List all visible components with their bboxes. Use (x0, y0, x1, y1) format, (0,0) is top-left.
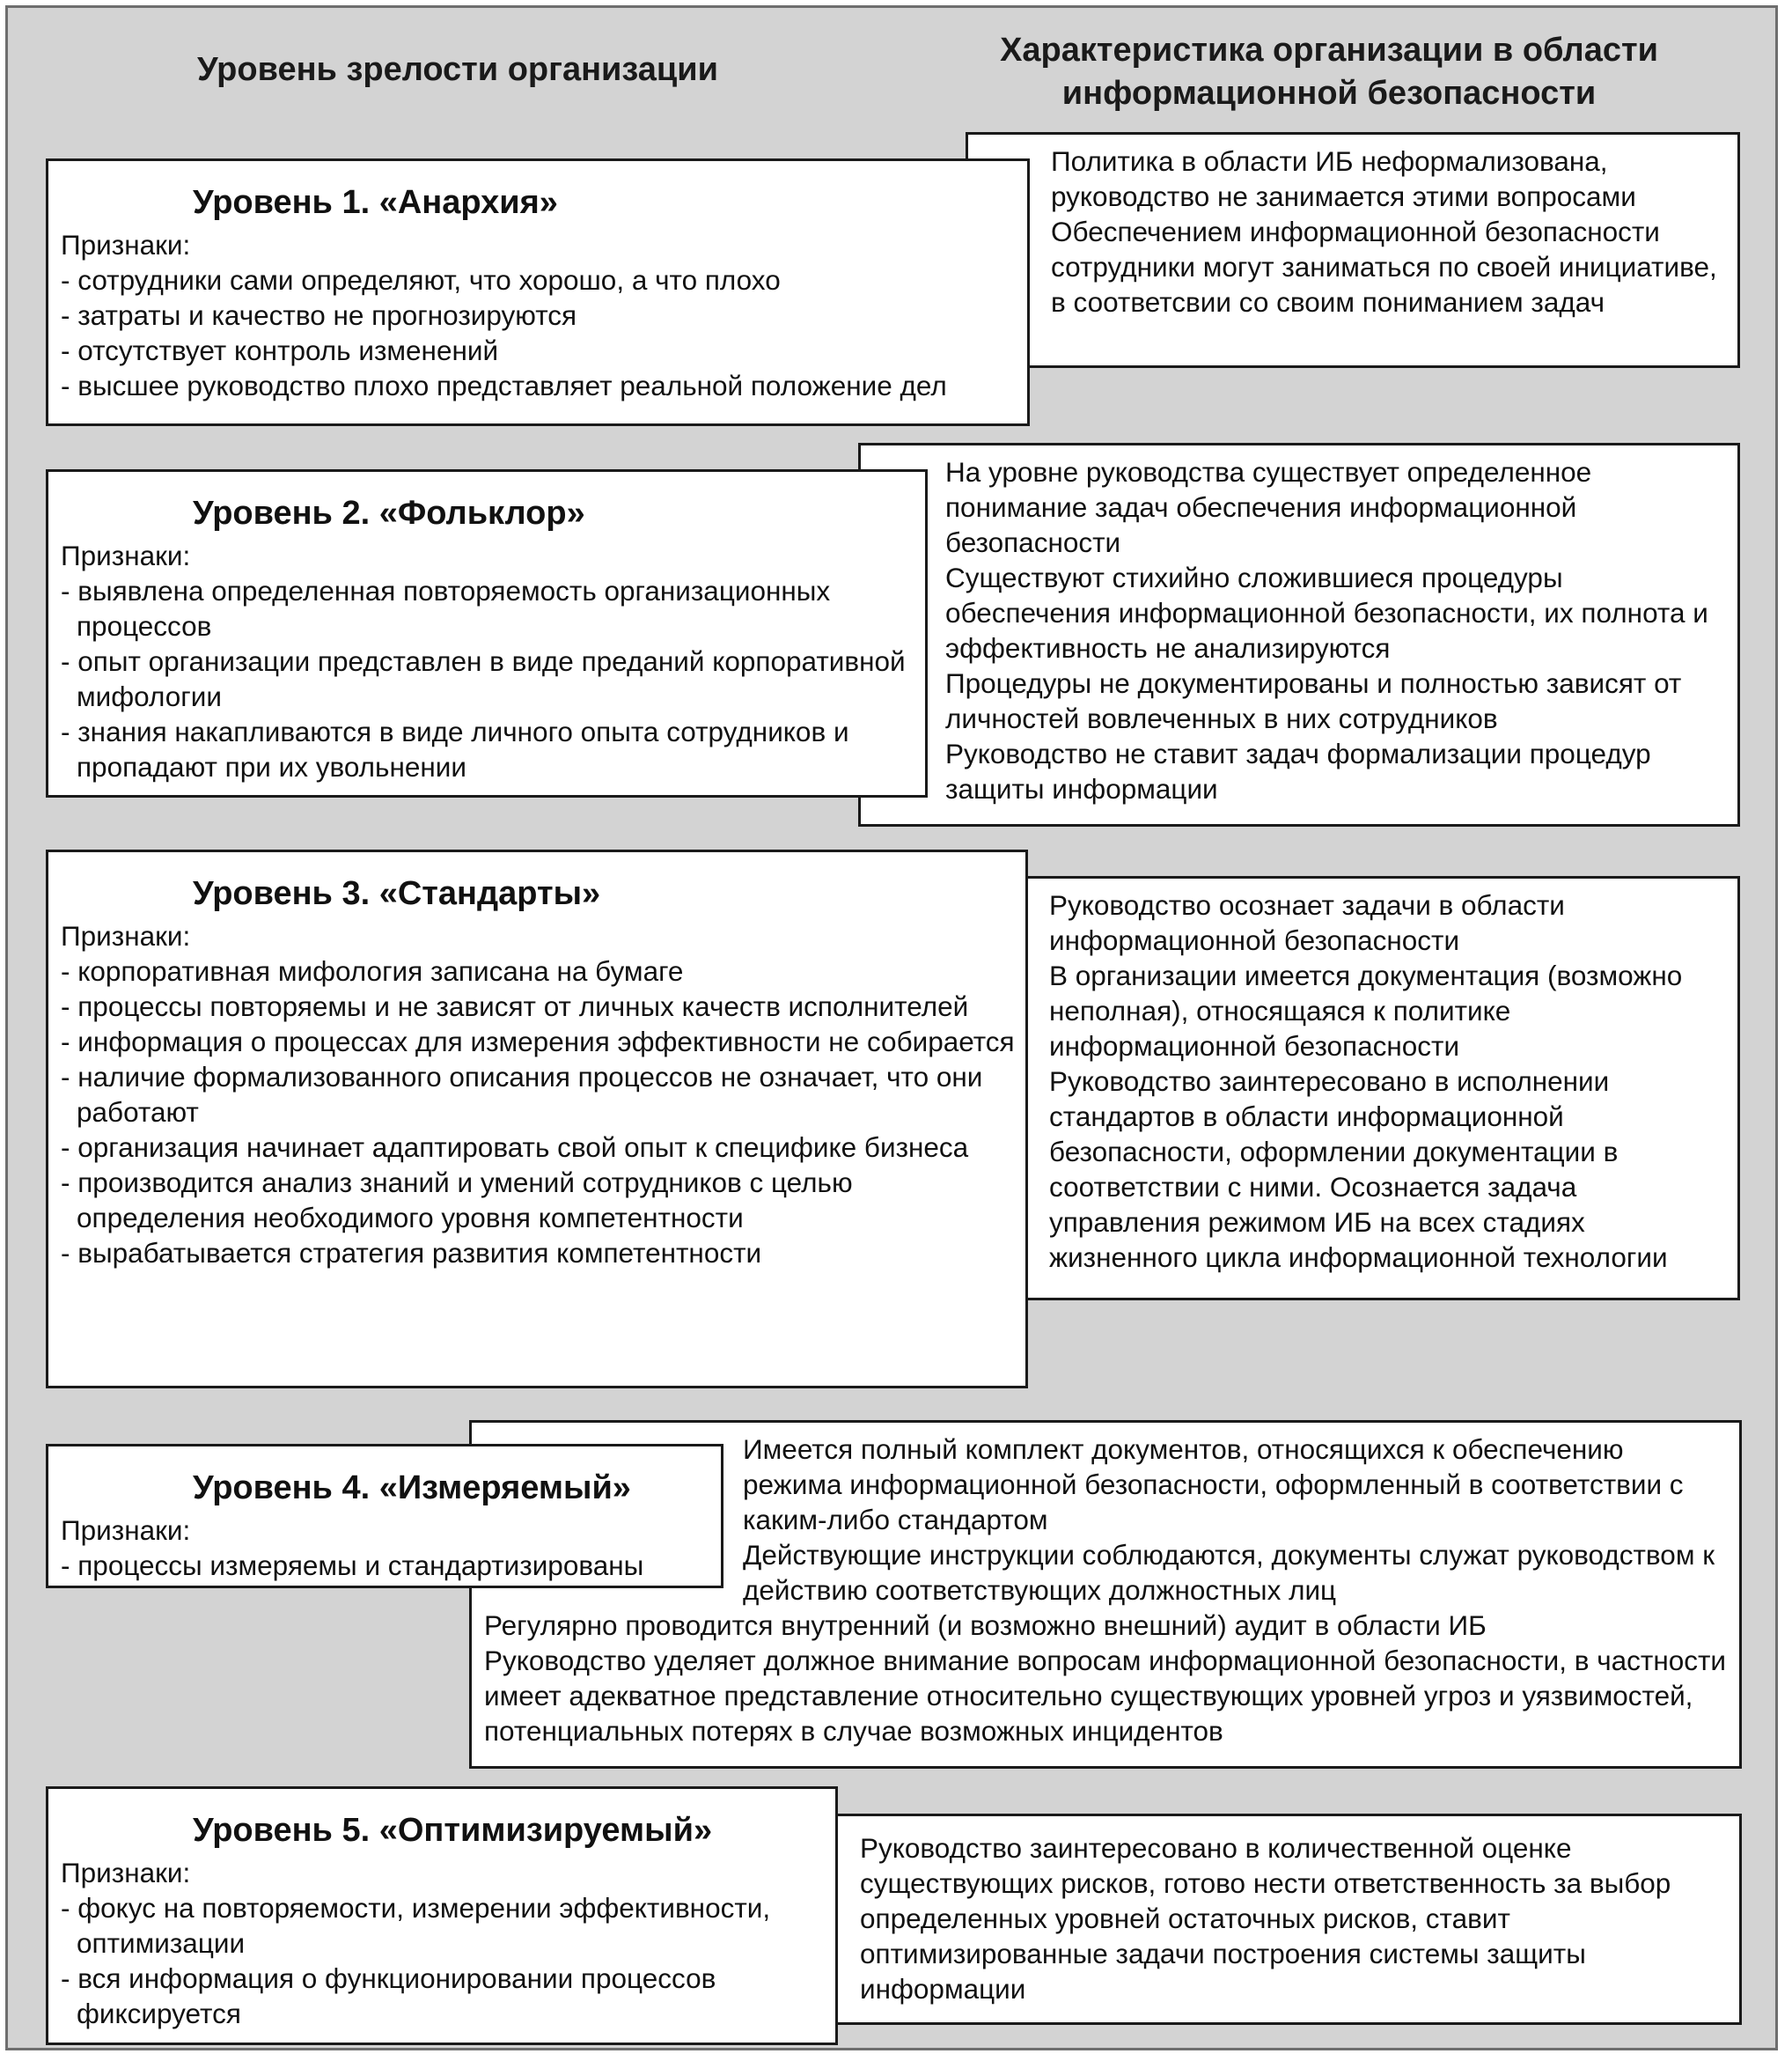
level-1-box (46, 158, 1030, 426)
sign-item: - корпоративная мифология записана на бумаге (61, 955, 684, 987)
characteristic-text: Регулярно проводится внутренний (и возможно внешний) аудит в области ИБ (484, 1609, 1487, 1641)
level-2-characteristics (858, 443, 1740, 827)
level-5-characteristics (833, 1814, 1742, 2025)
characteristics-header: Характеристика организации в области информационной безопасности (1000, 32, 1658, 112)
level-3-title: Уровень 3. «Стандарты» (193, 875, 601, 912)
characteristic-text: Руководство заинтересовано в количественной оценке существующих рисков, готово нести ответственность за выбор определенных уровней остаточных рисков, ставит оптимизированные задачи построения системы защиты информации (860, 1832, 1671, 2005)
sign-item: - информация о процессах для измерения эффективности не собирается (61, 1026, 1015, 1057)
level-3-box (46, 850, 1028, 1388)
sign-item: - выявлена определенная повторяемость организационных процессов (61, 575, 831, 642)
level-3-characteristics (1025, 876, 1740, 1300)
sign-item: - фокус на повторяемости, измерении эффективности, оптимизации (61, 1892, 771, 1959)
sign-item: - опыт организации представлен в виде преданий корпоративной мифологии (61, 645, 906, 712)
maturity-level-header: Уровень зрелости организации (196, 51, 719, 88)
level-4-title: Уровень 4. «Измеряемый» (193, 1469, 631, 1506)
characteristic-text: На уровне руководства существует определенное понимание задач обеспечения информационной безопасности (945, 456, 1592, 558)
characteristic-text: В организации имеется документация (возможно неполная), относящаяся к политике информационной безопасности (1049, 960, 1683, 1062)
sign-item: - организация начинает адаптировать свой опыт к специфике бизнеса (61, 1131, 969, 1163)
sign-item: - процессы повторяемы и не зависят от личных качеств исполнителей (61, 990, 969, 1022)
characteristic-text: Процедуры не документированы и полностью зависят от личностей вовлеченных в них сотрудников (945, 667, 1682, 734)
level-1-characteristics (966, 132, 1740, 368)
characteristic-text: Руководство уделяет должное внимание вопросам информационной безопасности, в частности имеет адекватное представление относительно существующих уровней угроз и уязвимостей, потенциальных потерях в случае возможных инцидентов (484, 1645, 1727, 1747)
level-5-box (46, 1786, 838, 2045)
sign-item: - вся информация о функционировании процессов фиксируется (61, 1962, 716, 2029)
signs-label: Признаки: (61, 1857, 191, 1888)
sign-item: - знания накапливаются в виде личного опыта сотрудников и пропадают при их увольнении (61, 716, 849, 783)
characteristic-text: Обеспечением информационной безопасности сотрудники могут заниматься по своей инициативе, в соответсвии со своим пониманием задач (1051, 216, 1717, 318)
sign-item: - сотрудники сами определяют, что хорошо, а что плохо (61, 264, 781, 296)
sign-item: - затраты и качество не прогнозируются (61, 299, 577, 331)
sign-item: - отсутствует контроль изменений (61, 335, 499, 366)
sign-item: - процессы измеряемы и стандартизированы (61, 1549, 644, 1581)
level-1-title: Уровень 1. «Анархия» (193, 184, 558, 221)
level-2-title: Уровень 2. «Фольклор» (193, 495, 585, 532)
characteristic-text: Действующие инструкции соблюдаются, документы служат руководством к действию соответствующих должностных лиц (743, 1539, 1715, 1606)
characteristic-text: Руководство заинтересовано в исполнении стандартов в области информационной безопасности, оформлении документации в соответствии с ними. Осознается задача управления режимом ИБ на всех стадиях жизненного цикла информационной технологии (1049, 1065, 1668, 1273)
level-5-title: Уровень 5. «Оптимизируемый» (193, 1812, 713, 1849)
signs-label: Признаки: (61, 1514, 191, 1546)
signs-label: Признаки: (61, 229, 191, 261)
characteristic-text: Существуют стихийно сложившиеся процедуры обеспечения информационной безопасности, их полнота и эффективность не анализируются (945, 562, 1708, 664)
signs-label: Признаки: (61, 540, 191, 571)
characteristic-text: Имеется полный комплект документов, относящихся к обеспечению режима информационной безопасности, оформленный в соответствии с каким-либо стандартом (743, 1433, 1684, 1535)
sign-item: - наличие формализованного описания процессов не означает, что они работают (61, 1061, 983, 1128)
sign-item: - высшее руководство плохо представляет реальной положение дел (61, 370, 947, 401)
characteristic-text: Руководство не ставит задач формализации процедур защиты информации (945, 738, 1651, 805)
level-4-box (46, 1444, 723, 1588)
sign-item: - вырабатывается стратегия развития компетентности (61, 1237, 762, 1269)
signs-label: Признаки: (61, 920, 191, 952)
sign-item: - производится анализ знаний и умений сотрудников с целью определения необходимого уровня компетентности (61, 1167, 853, 1233)
characteristic-text: Политика в области ИБ неформализована, руководство не занимается этими вопросами (1051, 145, 1636, 212)
characteristic-text: Руководство осознает задачи в области информационной безопасности (1049, 889, 1565, 956)
level-2-box (46, 469, 928, 798)
